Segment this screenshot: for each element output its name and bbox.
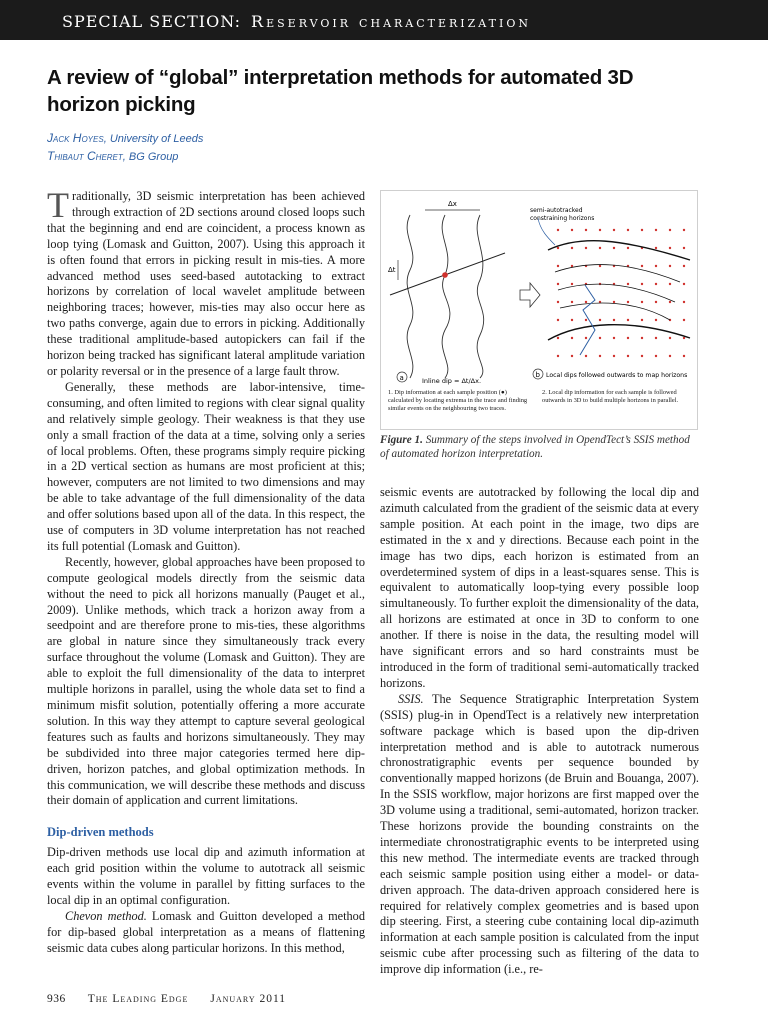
grid-sample-dot: [599, 337, 601, 339]
figure-1-diagram: [380, 190, 698, 430]
paragraph-4: Dip-driven methods use local dip and azimuth information at each grid position within the volume to autotrack all seismic events within the volume in parallel by fitting surfaces to the local dip in an optimal configuration.: [47, 845, 365, 907]
grid-sample-dot: [613, 229, 615, 231]
figure-note-1: 1. Dip information at each sample position (●) calculated by locating extrema in the trace and finding similar events on the neighbouring two traces.: [388, 389, 528, 412]
grid-sample-dot: [599, 229, 601, 231]
inline-dip-label: Inline dip = Δt/Δx.: [422, 377, 482, 385]
sample-dot: [442, 272, 448, 278]
grid-sample-dot: [613, 319, 615, 321]
grid-sample-dot: [571, 355, 573, 357]
grid-sample-dot: [613, 337, 615, 339]
author-2-name: Thibaut Cheret: [47, 149, 123, 163]
paragraph-7-text: The Sequence Stratigraphic Interpretation System (SSIS) plug-in in OpendTect is a relatively new interpretation software package which is based upon the dip-driven interpretation method and is able to autotrack numerous chronostratigraphic events per sequence bounded by conventionally mapped horizons (de Bruin and Bouanga, 2007). In the SSIS workflow, major horizons are first mapped over the 3D volume using a traditional, semi-automated, horizon tracker. These horizons provide the bounding constraints on the intermediate chronostratigraphic events to be interpreted using this new method. The intermediate events are tracked through each seismic sample position using either a model- or data-driven approach. The data-driven approach considered here is required for relatively complex geometries and is based upon dip steering. First, a steering cube containing local dip-azimuth information at each sample position is calculated from the input seismic cube after processing such as filtering of the data to improve dip information (i.e., re-: [380, 691, 699, 977]
grid-sample-dot: [655, 283, 657, 285]
grid-sample-dot: [557, 355, 559, 357]
grid-sample-dot: [585, 319, 587, 321]
grid-sample-dot: [599, 265, 601, 267]
grid-sample-dot: [669, 283, 671, 285]
section-topic: Reservoir characterization: [251, 12, 531, 31]
grid-sample-dot: [627, 247, 629, 249]
panel-a-label: a: [399, 374, 404, 382]
author-2: Thibaut Cheret, BG Group: [47, 149, 179, 163]
grid-sample-dot: [571, 337, 573, 339]
journal-name: The Leading Edge: [87, 993, 189, 1005]
grid-sample-dot: [627, 355, 629, 357]
caption-label: Figure 1.: [380, 434, 423, 446]
paragraph-6: seismic events are autotracked by following the local dip and azimuth calculated from the gradient of the seismic data at every sample position. At each point in the image, two dips are estimated in the x and y directions. Because each point in the image has two dips, each horizon is estimated from an overdetermined system of dips in a least-squares sense. This is equivalent to automatically loop-tying every possible loop simultaneously. To further exploit the dimensionality of the data, all horizons are estimated at once in 3D to conform to one another. If there is noise in the data, the resulting model will have significant errors and so hard constraints must be introduced in the form of traditional semi-automatically tracked horizons.: [380, 485, 699, 690]
grid-sample-dot: [557, 265, 559, 267]
semi-label-1: semi-autotracked: [530, 207, 583, 214]
grid-sample-dot: [571, 283, 573, 285]
grid-sample-dot: [669, 229, 671, 231]
paragraph-5-text: Lomask and Guitton developed a method for dip-based global interpretation as a means of flattening seismic data cubes along particular horizons. In this method,: [47, 908, 365, 955]
grid-sample-dot: [599, 247, 601, 249]
body-column-right: [380, 485, 699, 978]
grid-sample-dot: [683, 229, 685, 231]
note-1-box: [388, 389, 528, 429]
grid-sample-dot: [655, 301, 657, 303]
grid-sample-dot: [557, 229, 559, 231]
article-title: A review of “global” interpretation methods for automated 3D horizon picking: [47, 66, 634, 116]
section-header-bar: [0, 0, 768, 40]
section-header: [62, 12, 531, 31]
body-column-left: [47, 185, 365, 957]
grid-sample-dot: [585, 229, 587, 231]
grid-sample-dot: [627, 319, 629, 321]
grid-sample-dot: [655, 229, 657, 231]
grid-sample-dot: [599, 355, 601, 357]
grid-sample-dot: [641, 319, 643, 321]
grid-sample-dot: [627, 229, 629, 231]
grid-sample-dot: [655, 355, 657, 357]
grid-sample-dot: [557, 283, 559, 285]
grid-sample-dot: [655, 247, 657, 249]
grid-sample-dot: [683, 265, 685, 267]
grid-sample-dot: [557, 301, 559, 303]
grid-sample-dot: [557, 319, 559, 321]
grid-sample-dot: [655, 265, 657, 267]
delta-t-label: Δt: [388, 266, 396, 274]
author-1-name: Jack Hoyes: [47, 131, 104, 145]
grid-sample-dot: [571, 247, 573, 249]
grid-sample-dot: [669, 355, 671, 357]
grid-sample-dot: [683, 337, 685, 339]
paragraph-7-lead: SSIS.: [398, 691, 424, 706]
drop-cap: T: [47, 185, 69, 225]
caption-text: Summary of the steps involved in OpendTect’s SSIS method of automated horizon interpretation.: [380, 434, 690, 460]
paragraph-5: [47, 909, 365, 957]
grid-sample-dot: [641, 283, 643, 285]
figure-1: [380, 190, 698, 430]
paragraph-2: Generally, these methods are labor-intensive, time-consuming, and often limited to regions with clear signal quality and relatively simple geology. Their weakness is that they use only a small fraction of the data at a time, solving only a series of local problems. Often, these programs simply require picking in a 2D vertical section as humans are most proficient at this; however, computers are not limited to two dimensions and may be able to take advantage of the full dimensionality of the data and offer solutions based upon all of the data. In this respect, the use of computers in 3D volume interpretation has not reached its full potential (Lomask and Guitton).: [47, 379, 365, 553]
paragraph-7: [380, 692, 699, 978]
issue-date: January 2011: [210, 993, 287, 1005]
grid-sample-dot: [599, 319, 601, 321]
grid-sample-dot: [683, 283, 685, 285]
grid-sample-dot: [571, 319, 573, 321]
grid-sample-dot: [683, 355, 685, 357]
author-1-affiliation: University of Leeds: [109, 133, 204, 145]
grid-sample-dot: [571, 265, 573, 267]
page-number: 936: [47, 993, 66, 1005]
grid-sample-dot: [669, 337, 671, 339]
grid-sample-dot: [627, 337, 629, 339]
grid-sample-dot: [641, 301, 643, 303]
grid-sample-dot: [585, 337, 587, 339]
grid-sample-dot: [613, 355, 615, 357]
author-list: [47, 130, 203, 166]
grid-sample-dot: [641, 229, 643, 231]
grid-sample-dot: [641, 355, 643, 357]
grid-sample-dot: [641, 337, 643, 339]
grid-sample-dot: [627, 301, 629, 303]
semi-label-2: constraining horizons: [530, 215, 595, 222]
figure-note-2: 2. Local dip information for each sample is followed outwards in 3D to build multiple horizons in parallel.: [542, 389, 679, 404]
grid-sample-dot: [641, 265, 643, 267]
grid-sample-dot: [557, 337, 559, 339]
panel-b-label: b: [535, 371, 540, 379]
grid-sample-dot: [683, 247, 685, 249]
figure-1-caption: [380, 433, 700, 461]
grid-sample-dot: [571, 301, 573, 303]
grid-sample-dot: [655, 319, 657, 321]
grid-sample-dot: [557, 247, 559, 249]
grid-sample-dot: [669, 265, 671, 267]
grid-sample-dot: [627, 283, 629, 285]
grid-sample-dot: [585, 355, 587, 357]
paragraph-5-lead: Chevon method.: [65, 908, 147, 923]
grid-sample-dot: [669, 301, 671, 303]
panel-b-title: Local dips followed outwards to map horizons: [546, 372, 688, 379]
grid-sample-dot: [613, 247, 615, 249]
author-1: Jack Hoyes, University of Leeds: [47, 131, 204, 145]
grid-sample-dot: [571, 229, 573, 231]
grid-sample-dot: [669, 247, 671, 249]
note-2-box: [542, 389, 692, 429]
grid-sample-dot: [683, 319, 685, 321]
grid-sample-dot: [585, 301, 587, 303]
section-heading-dip-driven: Dip-driven methods: [47, 825, 154, 840]
grid-sample-dot: [655, 337, 657, 339]
grid-sample-dot: [683, 301, 685, 303]
delta-x-label: Δx: [448, 200, 457, 208]
paragraph-1-text: raditionally, 3D seismic interpretation has been achieved through extraction of 2D sections around closed loops such that the beginning and end are coincident, a process known as loop tying (Lomask and Guitton, 2007). Using this approach it is often found that errors in picking result in mis-ties. A more advanced method uses seed-based autotacking to extract horizons by correlation of local wavelet amplitude between neighboring traces; however, mis-ties may also occur here as two paths converge, again due to errors in picking. Additionally these traditional amplitude-based autopickers can fail if the horizon being tracked has significant lateral amplitude variation or polarity reversal or in the presence of a large fault throw.: [47, 189, 365, 378]
author-2-affiliation: BG Group: [128, 151, 179, 163]
paragraph-3: Recently, however, global approaches have been proposed to compute geological models directly from the seismic data without the need to pick all horizons manually (Pauget et al., 2009). Unlike methods, which track a horizon away from a seedpoint and are therefore prone to mis-ties, these algorithms are global in nature since they simultaneously track every surface throughout the volume (Lomask and Guitton). They are able to exploit the full dimensionality of the data to interpret multiple horizons in parallel, using the whole data set to find a minimum misfit solution, potentially offering a more accurate solution. In this way they attempt to capture several geological features such as faults and horizons simultaneously. They may be subdivided into three major categories termed here dip-driven, horizon patches, and global optimization methods. In this communication, we will describe these methods and discuss their domain of application and current limitations.: [47, 554, 365, 808]
paragraph-intro: [47, 185, 365, 380]
page-footer: [47, 993, 308, 1005]
section-label: SPECIAL SECTION:: [62, 12, 242, 31]
grid-sample-dot: [585, 247, 587, 249]
